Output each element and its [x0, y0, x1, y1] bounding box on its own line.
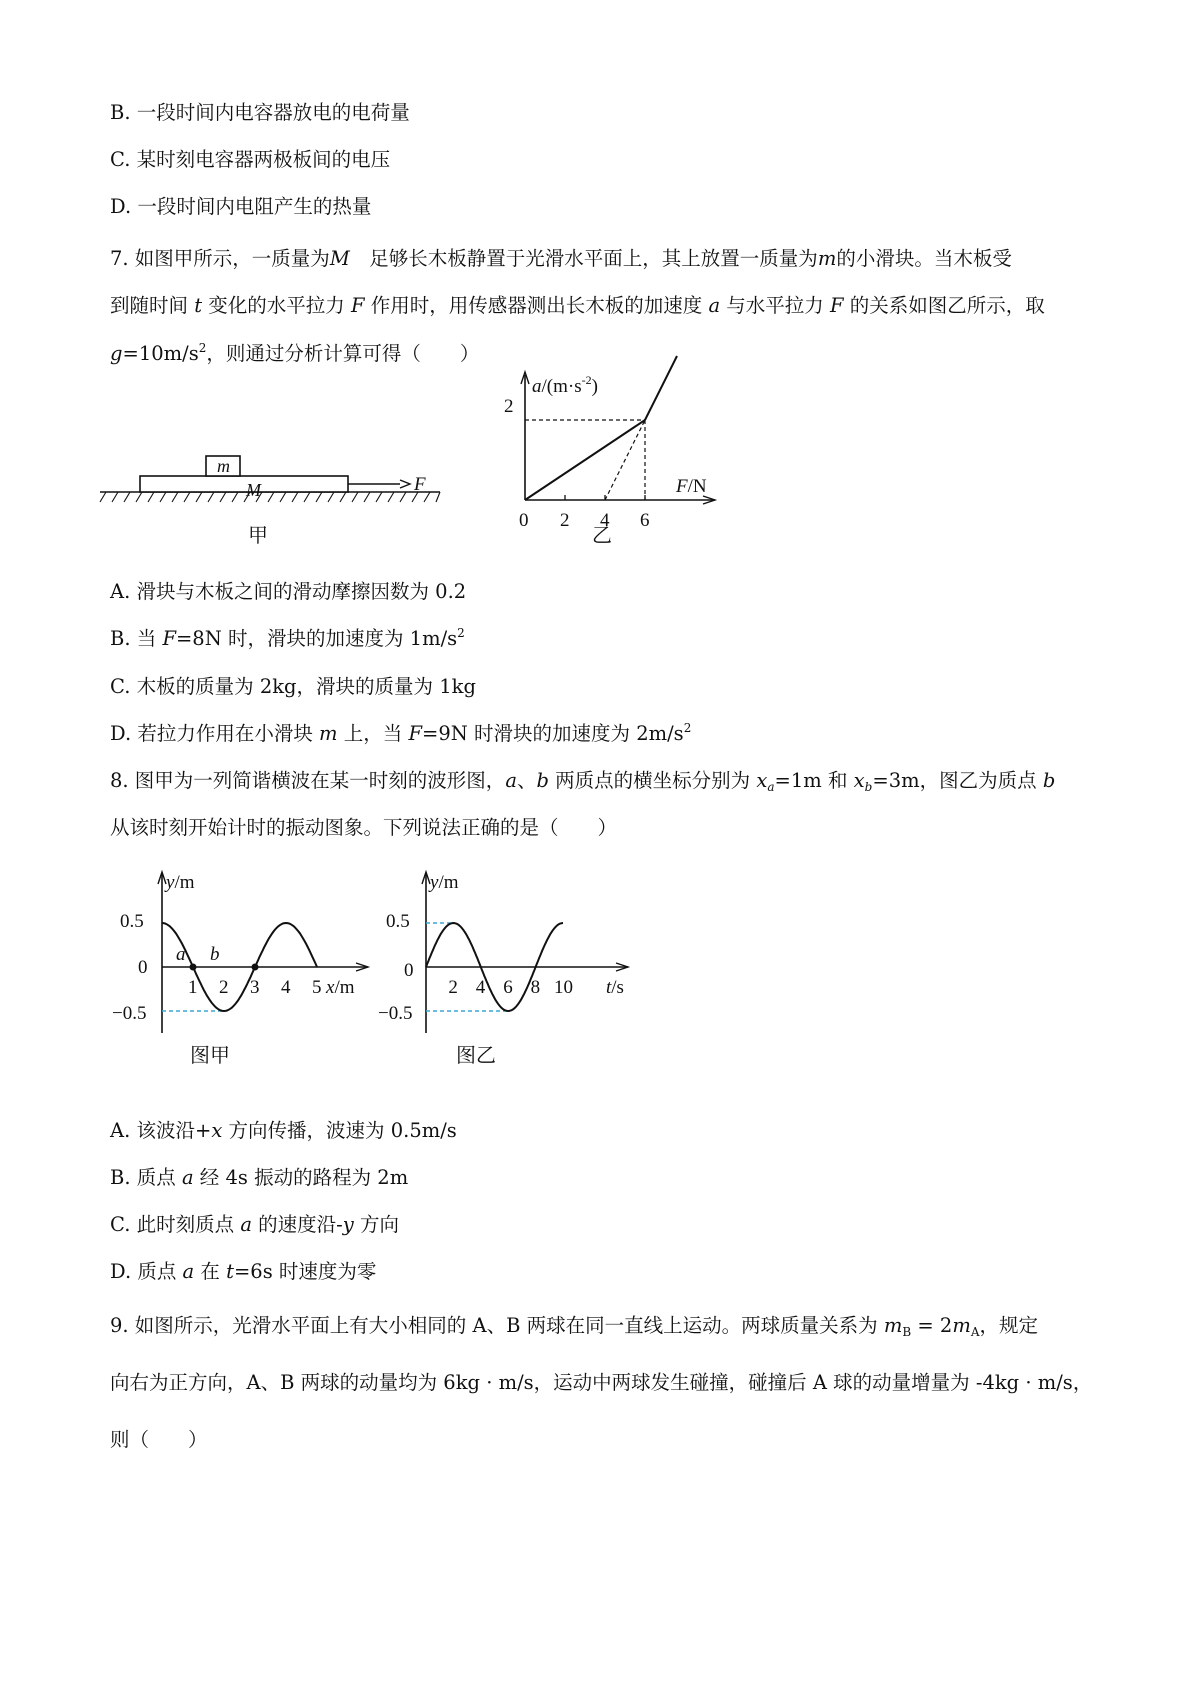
force-label: F — [414, 474, 426, 495]
q8-option-a: A. 该波沿+x 方向传播，波速为 0.5m/s — [110, 1119, 457, 1142]
q8-figure-yi — [378, 868, 648, 1068]
q9-stem-line2: 向右为正方向，A、B 两球的动量均为 6kg · m/s，运动中两球发生碰撞，碰撞后 A 球的动量增量为 -4kg · m/s， — [110, 1371, 1093, 1394]
wa-label-b: b — [210, 944, 220, 965]
wb-xtick-label: 6 — [503, 977, 513, 998]
yi-ylabel: $a/(m\cdot s^{-2})$ — [532, 373, 598, 397]
yi-xtick-label: 4 — [600, 510, 610, 531]
q8-stem-line2: 从该时刻开始计时的振动图象。下列说法正确的是（ ） — [110, 816, 618, 839]
block-label: m — [217, 456, 230, 476]
wa-ytick-top: 0.5 — [120, 911, 144, 932]
wa-particle-dot — [252, 964, 259, 971]
q7-stem-line3: $g=10m/s^2$，则通过分析计算可得（ ） — [110, 341, 480, 365]
q6-option-b: B. 一段时间内电容器放电的电荷量 — [110, 101, 410, 124]
q7-figure-yi — [500, 370, 730, 547]
caption-jia: 甲 — [248, 525, 268, 547]
q6-option-c: C. 某时刻电容器两极板间的电压 — [110, 148, 391, 171]
wa-ytick-bot: −0.5 — [112, 1003, 147, 1024]
q9-stem-line3: 则（ ） — [110, 1428, 208, 1451]
wa-xtick-label: 1 — [188, 977, 198, 998]
board-rect — [140, 476, 348, 492]
wb-ytick-zero: 0 — [404, 960, 414, 981]
yi-origin: 0 — [519, 510, 529, 531]
q7-option-b: B. 当 F=8N 时，滑块的加速度为 $1m/s^2$ — [110, 626, 465, 650]
caption-tu-jia: 图甲 — [190, 1045, 230, 1067]
wb-xtick-label: 10 — [554, 977, 573, 998]
q8-option-c: C. 此时刻质点 a 的速度沿-y 方向 — [110, 1213, 400, 1236]
q7-option-c: C. 木板的质量为 2kg，滑块的质量为 1kg — [110, 675, 476, 698]
yi-xtick-label: 2 — [560, 510, 570, 531]
yi-guide-extension — [605, 420, 645, 500]
yi-xtick-label: 6 — [640, 510, 650, 531]
wa-xtick-label: 5 — [312, 977, 322, 998]
yi-ytick-2: 2 — [504, 396, 514, 417]
yi-segment-2 — [645, 356, 677, 420]
wa-label-a: a — [176, 944, 186, 965]
wa-ytick-zero: 0 — [138, 957, 148, 978]
q8-option-d: D. 质点 a 在 t=6s 时速度为零 — [110, 1260, 377, 1283]
q8-stem-line1: 8. 图甲为一列简谐横波在某一时刻的波形图，a、b 两质点的横坐标分别为 $x_a=1m$ 和 $x_b=3m$，图乙为质点 b — [110, 769, 1056, 794]
wa-xlabel: x/m — [326, 977, 355, 998]
q8-figure-jia — [112, 868, 372, 1068]
wa-particle-dot — [190, 964, 197, 971]
wb-xtick-label: 4 — [475, 977, 486, 998]
wb-ylabel: y/m — [430, 872, 459, 893]
wb-xtick-label: 2 — [448, 977, 458, 998]
wa-ylabel: y/m — [166, 872, 195, 893]
wb-ytick-bot: −0.5 — [378, 1003, 413, 1024]
wb-ytick-top: 0.5 — [386, 911, 410, 932]
q6-option-d: D. 一段时间内电阻产生的热量 — [110, 195, 372, 218]
q7-stem-line1: 7. 如图甲所示，一质量为M 足够长木板静置于光滑水平面上，其上放置一质量为m的小滑块。当木板受 — [110, 247, 1012, 270]
caption-yi: 乙 — [592, 525, 612, 547]
yi-xlabel: F/N — [676, 476, 707, 497]
q7-option-d: D. 若拉力作用在小滑块 m 上，当 F=9N 时滑块的加速度为 $2m/s^2$ — [110, 721, 692, 745]
yi-segment-1 — [525, 420, 645, 500]
board-label: M — [246, 480, 261, 500]
wb-xlabel: t/s — [606, 977, 624, 998]
wa-xtick-label: 3 — [250, 977, 260, 998]
wb-xtick-label: 8 — [530, 977, 541, 998]
caption-tu-yi: 图乙 — [456, 1045, 496, 1067]
q8-option-b: B. 质点 a 经 4s 振动的路程为 2m — [110, 1166, 409, 1189]
q7-figure-jia — [100, 440, 480, 590]
q7-option-a: A. 滑块与木板之间的滑动摩擦因数为 0.2 — [110, 580, 467, 603]
q7-stem-line2: 到随时间 t 变化的水平拉力 F 作用时，用传感器测出长木板的加速度 a 与水平拉力 F 的关系如图乙所示，取 — [110, 294, 1045, 317]
wa-xtick-label: 2 — [219, 977, 229, 998]
wa-xtick-label: 4 — [281, 977, 291, 998]
q9-stem-line1: 9. 如图所示，光滑水平面上有大小相同的 A、B 两球在同一直线上运动。两球质量关系为 $m_B = 2m_A$，规定 — [110, 1314, 1038, 1339]
